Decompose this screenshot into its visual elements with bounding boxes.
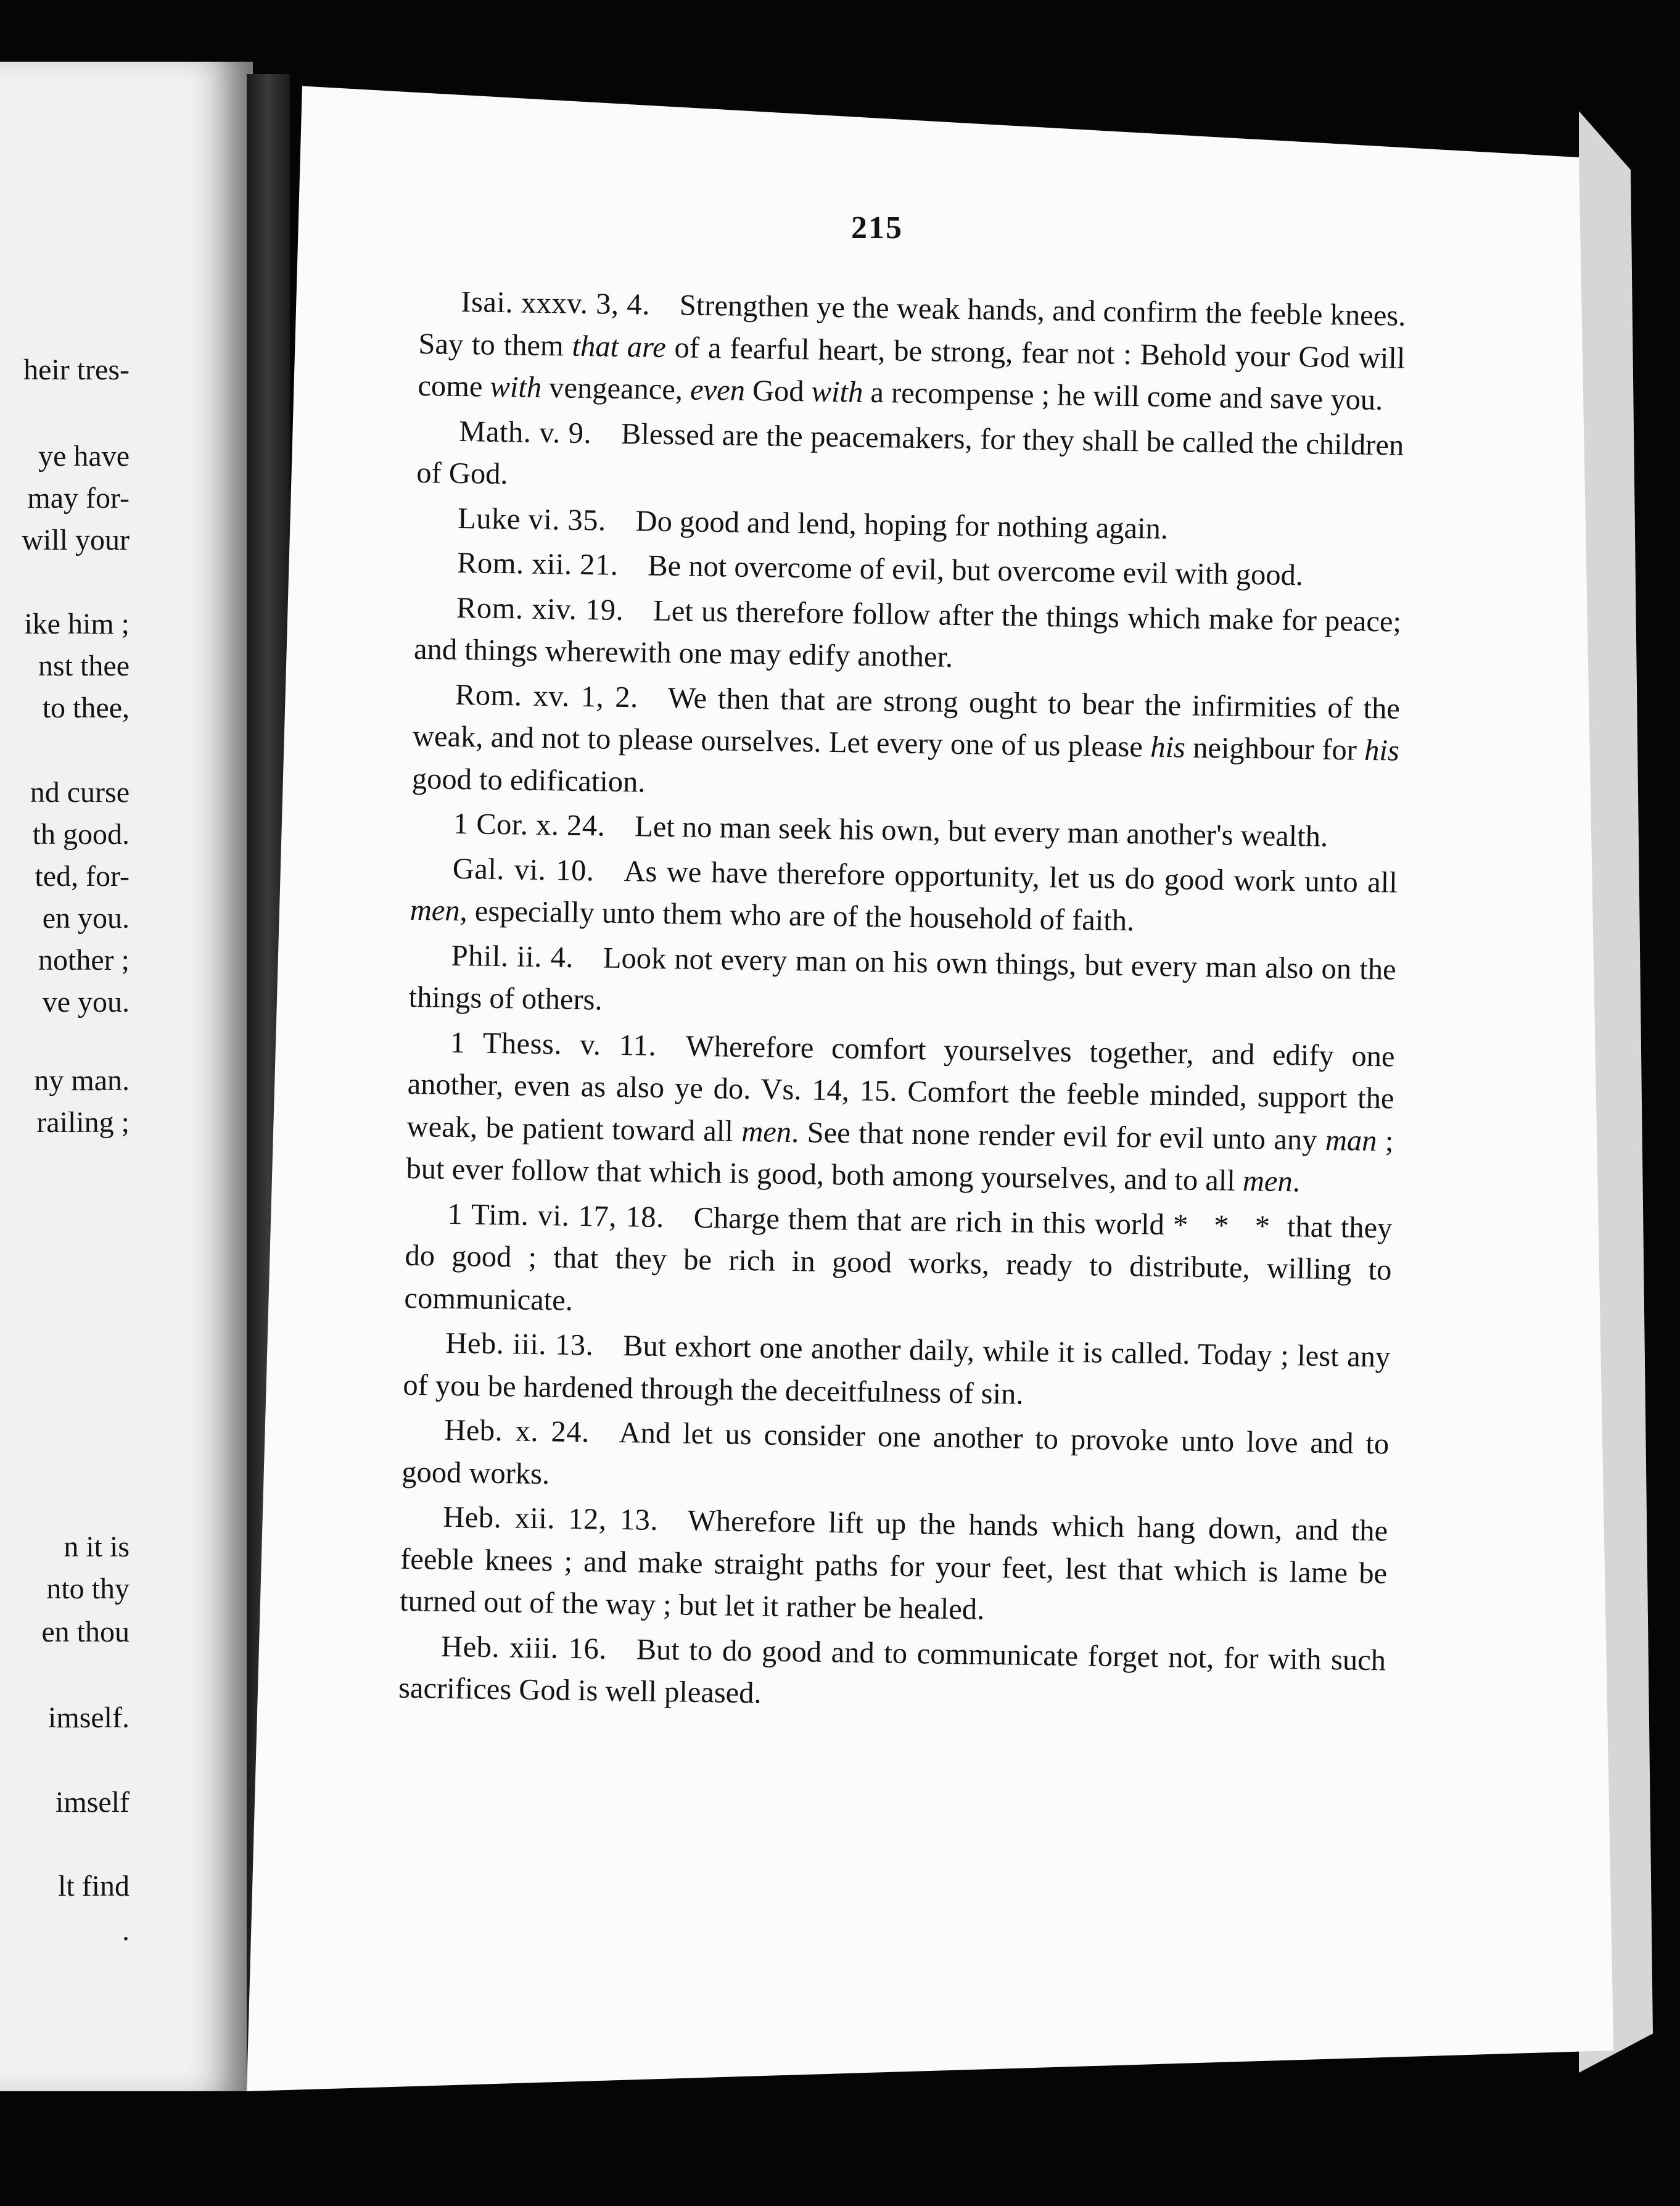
verse-text: Let us therefore follow after the things which make for peace; and things wherewith one may edify another. <box>413 594 1402 674</box>
verse-paragraph <box>401 1409 1390 1508</box>
left-page-fragment: nother ; <box>38 944 130 977</box>
reference-spacer <box>594 880 624 881</box>
verse-text: We then that are strong ought to bear the infirmities of the weak, and not to please ourselves. Let every one of us please <box>412 681 1401 764</box>
verse-reference: Isai. xxxv. 3, 4. <box>461 286 651 321</box>
verse-reference: Heb. xiii. 16. <box>440 1630 607 1666</box>
verse-text: that they do good ; that they be rich in good works, ready to distribute, willing to communicate. <box>404 1210 1393 1317</box>
verse-paragraph <box>400 1496 1388 1637</box>
verse-reference: Math. v. 9. <box>458 415 592 450</box>
reference-spacer <box>624 619 653 620</box>
left-page-fragment: will your <box>22 524 130 556</box>
italic-text: even <box>690 373 746 407</box>
left-page-fragment: n it is <box>64 1531 130 1563</box>
verse-text: But exhort one another daily, while it is called. Today ; lest any of you be hardened through the deceitfulness of sin. <box>403 1329 1391 1411</box>
verse-paragraph <box>416 410 1404 509</box>
verse-text: Wherefore comfort yourselves together, and edify one another, even as also ye do. Vs. 14, 15. Comfort the feeble minded, support the weak, be patient toward all <box>406 1030 1395 1148</box>
italic-text: that are <box>572 329 667 364</box>
italic-text: with <box>490 370 542 404</box>
reference-spacer <box>607 1658 636 1659</box>
verse-reference: Phil. ii. 4. <box>451 939 574 974</box>
verse-text: Charge them that are rich in this world <box>693 1201 1174 1241</box>
left-page-fragment: lt find <box>58 1870 130 1902</box>
verse-reference: 1 Cor. x. 24. <box>453 807 606 843</box>
verse-text: As we have therefore opportunity, let us do good work unto all <box>624 854 1398 899</box>
verse-text: Strengthen ye the weak hands, and confirm the feeble knees. Say to them <box>418 289 1406 363</box>
verse-text: Be not overcome of evil, but overcome evil with good. <box>647 549 1304 592</box>
page-number: 215 <box>851 210 903 246</box>
left-page-fragment: ve you. <box>42 986 130 1018</box>
italic-text: man <box>1325 1123 1377 1157</box>
italic-text: men <box>1242 1164 1293 1199</box>
reference-spacer <box>618 575 648 576</box>
verse-reference: Rom. xv. 1, 2. <box>455 678 639 714</box>
reference-spacer <box>658 1530 688 1531</box>
verse-text: neighbour for <box>1185 731 1365 767</box>
verse-reference: Luke vi. 35. <box>457 502 607 537</box>
reference-spacer <box>591 443 621 444</box>
verse-reference: Rom. xiv. 19. <box>456 591 624 627</box>
verse-paragraph <box>408 934 1396 1033</box>
reference-spacer <box>638 707 668 708</box>
verse-text: of a fearful heart, be strong, fear not : Behold your God will come <box>418 331 1406 403</box>
verse-text: Wherefore lift up the hands which hang down, and the feeble knees ; and make straight paths for your feet, lest that which is lame be turned out of the way ; but let it rather be healed. <box>399 1504 1388 1626</box>
italic-text: his <box>1364 733 1400 767</box>
left-page-fragment: ted, for- <box>35 860 130 893</box>
reference-spacer <box>605 836 635 837</box>
reference-spacer <box>606 530 635 531</box>
left-page-fragment: may for- <box>27 482 130 514</box>
italic-text: with <box>811 375 863 409</box>
verse-reference: Heb. xii. 12, 13. <box>442 1500 659 1537</box>
verse-text: Look not every man on his own things, but every man also on the things of others. <box>408 941 1397 1017</box>
left-page-fragment: ye have <box>38 440 130 473</box>
verse-paragraph <box>406 1021 1395 1205</box>
verse-reference: Heb. iii. 13. <box>445 1326 594 1362</box>
left-page-fragment: nto thy <box>46 1572 130 1605</box>
left-page-fragment: imself. <box>48 1701 130 1734</box>
left-page-fragment: ny man. <box>34 1064 130 1097</box>
verse-text: God <box>744 374 812 408</box>
left-page-fragment: heir tres- <box>23 353 130 386</box>
verse-text: ; but ever follow that which is good, both among yourselves, and to all <box>406 1124 1394 1197</box>
verse-paragraph <box>418 281 1406 422</box>
verse-paragraph <box>403 1322 1391 1421</box>
verse-paragraph <box>414 586 1402 685</box>
left-page-fragment: railing ; <box>36 1106 130 1139</box>
italic-text: his <box>1150 730 1186 764</box>
verse-text: good to edification. <box>411 762 646 799</box>
left-page-fragment: . <box>122 1914 130 1947</box>
verse-text: Let no man seek his own, but every man another's wealth. <box>634 810 1328 853</box>
verse-list <box>398 281 1406 1727</box>
italic-text: men <box>741 1115 792 1149</box>
left-page-fragment: to thee, <box>42 692 130 724</box>
left-page-fragment: nd curse <box>30 776 130 809</box>
verse-reference: Gal. vi. 10. <box>452 852 595 887</box>
left-page-fragment: imself <box>56 1786 130 1819</box>
verse-reference: 1 Tim. vi. 17, 18. <box>447 1197 665 1234</box>
verse-text: But to do good and to communicate forget not, for with such sacrifices God is well pleased. <box>398 1632 1386 1710</box>
verse-text: , especially unto them who are of the household of faith. <box>459 894 1135 938</box>
verse-reference: Heb. x. 24. <box>443 1413 590 1449</box>
left-page-fragment: nst thee <box>38 650 130 682</box>
left-page-fragment: en you. <box>42 902 130 935</box>
verse-text: . See that none render evil for evil unto any <box>791 1115 1326 1157</box>
reference-spacer <box>664 1227 693 1228</box>
verse-paragraph <box>412 673 1401 814</box>
left-page-fragment: en thou <box>41 1616 130 1648</box>
verse-reference: Rom. xii. 21. <box>456 546 619 582</box>
verse-text: Blessed are the peacemakers, for they shall be called the children of God. <box>416 417 1404 491</box>
verse-text: Do good and lend, hoping for nothing again. <box>635 504 1169 545</box>
verse-text: a recompense ; he will come and save you. <box>862 376 1383 417</box>
ellipsis-asterisks: * * * <box>1172 1208 1279 1243</box>
verse-reference: 1 Thess. v. 11. <box>450 1026 657 1062</box>
verse-paragraph <box>398 1625 1386 1724</box>
verse-paragraph <box>410 847 1398 946</box>
verse-text: . <box>1292 1165 1301 1199</box>
verse-text: And let us consider one another to provoke unto love and to good works. <box>401 1416 1390 1490</box>
italic-text: men <box>410 893 461 928</box>
verse-paragraph <box>404 1192 1393 1334</box>
left-page-fragment: ike him ; <box>24 608 130 640</box>
left-page-fragment: th good. <box>32 818 130 851</box>
previous-page <box>0 62 253 2091</box>
verse-text: vengeance, <box>541 371 691 407</box>
